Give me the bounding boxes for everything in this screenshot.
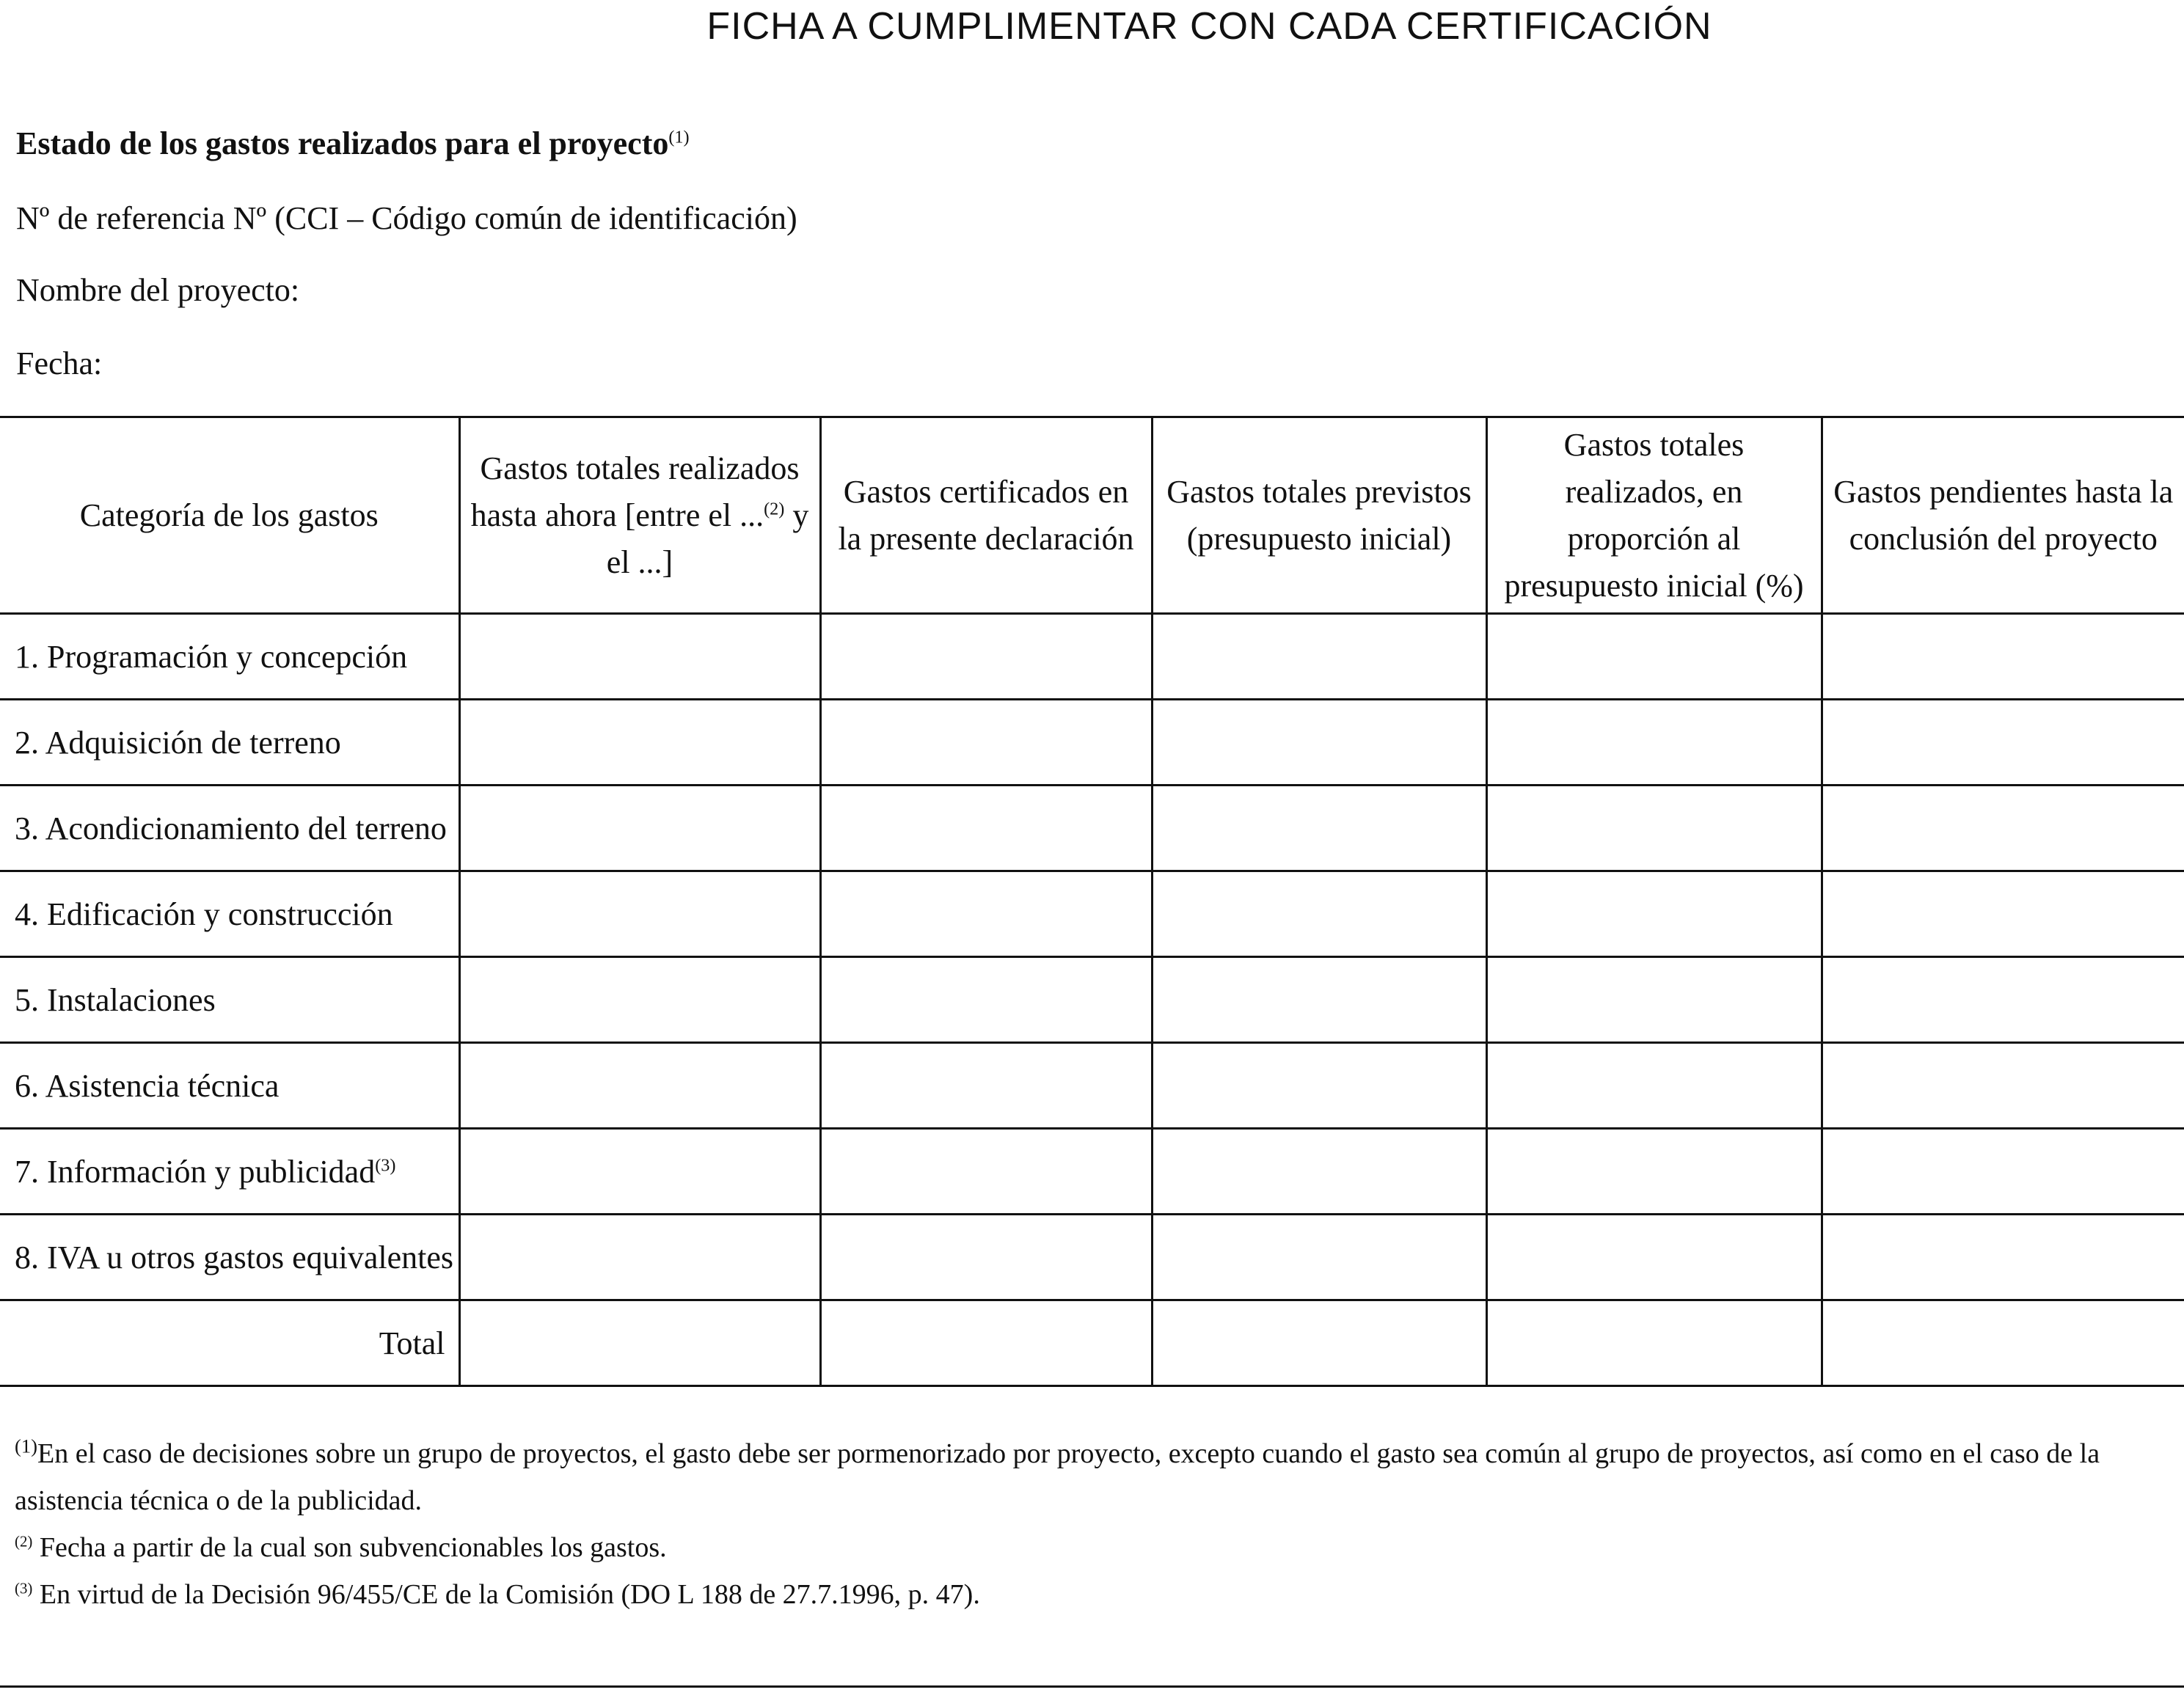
amount-cell-proportion[interactable] [1486,1043,1822,1129]
amount-cell-certified[interactable] [820,786,1152,871]
amount-cell-total-so-far[interactable] [459,957,820,1043]
category-cell [0,1129,459,1215]
amount-cell-total-so-far[interactable] [459,614,820,700]
category-cell [0,1043,459,1129]
amount-cell-pending[interactable] [1822,1129,2184,1215]
category-cell [0,614,459,700]
project-name-label: Nombre del proyecto: [16,272,300,308]
amount-cell-certified[interactable] [820,871,1152,957]
amount-cell-pending[interactable] [1822,957,2184,1043]
table-row [0,1215,2184,1300]
amount-cell-planned[interactable] [1152,700,1486,786]
table-row [0,786,2184,871]
amount-cell-proportion[interactable] [1486,957,1822,1043]
amount-cell-certified[interactable] [820,614,1152,700]
document-title-text: FICHA A CUMPLIMENTAR CON CADA CERTIFICACIÓN [706,5,1712,48]
category-label: 6. Asistencia técnica [15,1067,280,1104]
total-cell-planned[interactable] [1152,1300,1486,1386]
amount-cell-proportion[interactable] [1486,1129,1822,1215]
bottom-rule [0,1685,2184,1688]
footnote-3-text: En virtud de la Decisión 96/455/CE de la Comisión (DO L 188 de 27.7.1996, p. 47). [32,1579,980,1610]
amount-cell-pending[interactable] [1822,700,2184,786]
date-label: Fecha: [16,345,103,381]
category-label: 7. Información y publicidad [15,1153,376,1190]
amount-cell-certified[interactable] [820,1043,1152,1129]
amount-cell-proportion[interactable] [1486,871,1822,957]
amount-cell-pending[interactable] [1822,1215,2184,1300]
category-label: 4. Edificación y construcción [15,896,393,932]
category-label: 8. IVA u otros gastos equivalentes [15,1239,454,1275]
total-label: Total [0,1300,459,1386]
amount-cell-planned[interactable] [1152,614,1486,700]
header-pending: Gastos pendientes hasta la conclusión del proyecto [1822,417,2184,614]
amount-cell-certified[interactable] [820,1129,1152,1215]
footnote-1-mark: (1) [15,1435,38,1457]
section-heading [16,125,690,162]
amount-cell-planned[interactable] [1152,871,1486,957]
table-total-row [0,1300,2184,1386]
amount-cell-pending[interactable] [1822,786,2184,871]
amount-cell-proportion[interactable] [1486,614,1822,700]
document-title [0,4,2184,48]
header-proportion: Gastos totales realizados, en proporción al presupuesto inicial (%) [1486,417,1822,614]
amount-cell-total-so-far[interactable] [459,1129,820,1215]
amount-cell-certified[interactable] [820,700,1152,786]
category-label: 1. Programación y concepción [15,638,408,675]
category-cell [0,957,459,1043]
amount-cell-planned[interactable] [1152,1215,1486,1300]
section-heading-note: (1) [668,127,690,147]
table-row [0,614,2184,700]
category-label: 3. Acondicionamiento del terreno [15,810,447,846]
amount-cell-proportion[interactable] [1486,1215,1822,1300]
total-cell-pending[interactable] [1822,1300,2184,1386]
footnote-1-text: En el caso de decisiones sobre un grupo de proyectos, el gasto debe ser pormenorizado por proyecto, excepto cuando el gasto sea común al grupo de proyectos, así como en el caso de la asistencia técnica o de la publicidad. [15,1438,2100,1516]
amount-cell-pending[interactable] [1822,871,2184,957]
header-planned: Gastos totales previstos (presupuesto inicial) [1152,417,1486,614]
footnote-2-text: Fecha a partir de la cual son subvencionables los gastos. [32,1532,667,1563]
amount-cell-planned[interactable] [1152,1043,1486,1129]
footnote-1 [15,1430,2142,1524]
footnote-3-mark: (3) [15,1579,33,1597]
amount-cell-proportion[interactable] [1486,700,1822,786]
amount-cell-certified[interactable] [820,1215,1152,1300]
header-total-so-far-tail: y el ...] [606,497,809,580]
total-cell-proportion[interactable] [1486,1300,1822,1386]
amount-cell-total-so-far[interactable] [459,1043,820,1129]
header-total-so-far [459,417,820,614]
header-total-so-far-note: (2) [764,498,785,519]
amount-cell-total-so-far[interactable] [459,700,820,786]
section-heading-text: Estado de los gastos realizados para el proyecto [16,125,669,161]
reference-line: Nº de referencia Nº (CCI – Código común de identificación) [16,200,797,236]
header-certified: Gastos certificados en la presente declaración [820,417,1152,614]
footnotes [15,1430,2142,1618]
table-row [0,871,2184,957]
amount-cell-pending[interactable] [1822,1043,2184,1129]
category-cell [0,1215,459,1300]
header-category: Categoría de los gastos [0,417,459,614]
category-cell [0,871,459,957]
table-row [0,1129,2184,1215]
amount-cell-total-so-far[interactable] [459,1215,820,1300]
category-cell [0,786,459,871]
amount-cell-total-so-far[interactable] [459,871,820,957]
category-cell [0,700,459,786]
amount-cell-proportion[interactable] [1486,786,1822,871]
category-label: 5. Instalaciones [15,981,216,1018]
total-cell-total-so-far[interactable] [459,1300,820,1386]
table-row [0,957,2184,1043]
category-note: (3) [375,1154,396,1175]
table-row [0,700,2184,786]
table-header-row [0,417,2184,614]
amount-cell-planned[interactable] [1152,1129,1486,1215]
total-cell-certified[interactable] [820,1300,1152,1386]
amount-cell-planned[interactable] [1152,957,1486,1043]
footnote-2-mark: (2) [15,1532,33,1551]
expenses-table [0,416,2184,1387]
footnote-2 [15,1524,2142,1571]
category-label: 2. Adquisición de terreno [15,724,341,761]
header-total-so-far-text: Gastos totales realizados hasta ahora [entre el ... [470,450,800,533]
footnote-3 [15,1571,2142,1618]
amount-cell-planned[interactable] [1152,786,1486,871]
amount-cell-total-so-far[interactable] [459,786,820,871]
table-row [0,1043,2184,1129]
amount-cell-pending[interactable] [1822,614,2184,700]
amount-cell-certified[interactable] [820,957,1152,1043]
